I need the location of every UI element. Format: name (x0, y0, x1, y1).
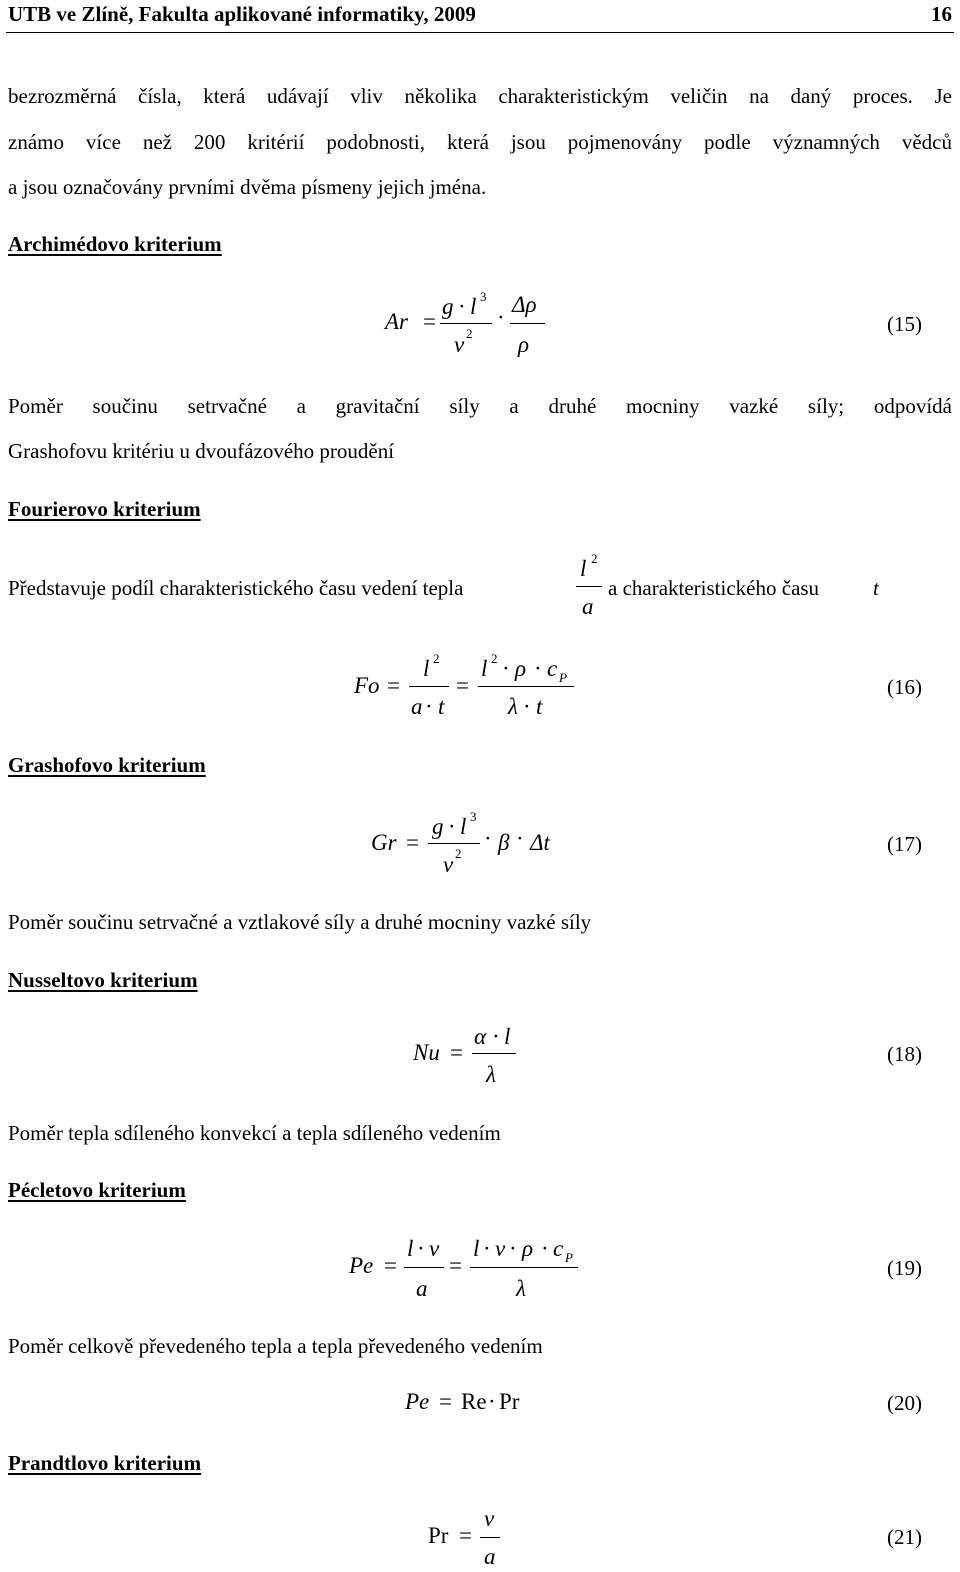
equation-number-15: (15) (887, 312, 922, 336)
heading-nusselt: Nusseltovo kriterium (8, 968, 198, 992)
math-c: c (547, 656, 558, 681)
fraction-bar (409, 686, 449, 687)
nusselt-desc: Poměr tepla sdíleného konvekcí a tepla sdíleného vedením (8, 1121, 501, 1145)
intro-line-3: a jsou označovány prvními dvěma písmeny jejich jména. (8, 175, 487, 199)
math-rho: ρ (515, 656, 527, 681)
math-fo: Fo (354, 673, 380, 698)
math-g: g (442, 294, 454, 319)
math-subscript-p: P (559, 670, 567, 685)
math-dot: · (502, 656, 510, 681)
equation-number-21: (21) (887, 1525, 922, 1549)
heading-archimedes: Archimédovo kriterium (8, 232, 222, 256)
archimedes-desc-line-1: Poměr součinu setrvačné a gravitační síly a druhé mocniny vazké síly; odpovídá (8, 394, 952, 418)
math-dot: · (484, 826, 492, 851)
math-lambda: λ (516, 1276, 526, 1301)
math-v: v (484, 1506, 495, 1531)
math-a: a (411, 694, 423, 719)
math-square: 2 (591, 551, 598, 566)
math-c: c (553, 1236, 564, 1261)
math-dot: · (523, 694, 531, 719)
fraction-bar (510, 323, 545, 324)
math-g: g (432, 814, 444, 839)
math-v: v (495, 1236, 506, 1261)
intro-line-1: bezrozměrná čísla, která udávají vliv několika charakteristickým veličin na daný proces. Je (8, 84, 952, 108)
math-rho: ρ (522, 1236, 534, 1261)
intro-line-2: známo více než 200 kritérií podobnosti, která jsou pojmenovány podle významných vědců (8, 130, 952, 154)
math-dot: · (483, 1236, 491, 1261)
math-dot: · (516, 826, 524, 851)
math-pe: Pe (349, 1253, 374, 1278)
fraction-bar (478, 686, 574, 687)
math-l: l (460, 814, 467, 839)
math-pr: Pr (428, 1523, 449, 1548)
math-l: l (470, 294, 477, 319)
equation-number-18: (18) (887, 1042, 922, 1066)
heading-prandtl: Prandtlovo kriterium (8, 1451, 202, 1475)
math-square: 2 (491, 651, 498, 666)
math-v: v (454, 332, 465, 357)
math-re: Re (461, 1389, 487, 1414)
math-square: 2 (466, 326, 473, 341)
math-ar: Ar (385, 309, 408, 334)
math-l: l (580, 556, 587, 581)
math-dot: · (425, 694, 433, 719)
math-delta-rho: Δρ (512, 292, 537, 317)
fraction-bar (404, 1267, 444, 1268)
page-number: 16 (931, 2, 952, 26)
math-dot: · (448, 814, 456, 839)
equation-number-19: (19) (887, 1256, 922, 1280)
heading-peclet: Pécletovo kriterium (8, 1178, 186, 1202)
fourier-desc-var: t (873, 576, 879, 600)
equation-number-16: (16) (887, 675, 922, 699)
math-cube: 3 (470, 809, 477, 824)
equation-number-20: (20) (887, 1391, 922, 1415)
math-l: l (473, 1236, 480, 1261)
math-l: l (504, 1024, 511, 1049)
fraction-bar (472, 1053, 516, 1054)
heading-grashof: Grashofovo kriterium (8, 753, 206, 777)
math-delta-t: Δt (530, 830, 550, 855)
math-l: l (407, 1236, 414, 1261)
math-dot: · (458, 294, 466, 319)
math-v: v (429, 1236, 440, 1261)
math-dot: · (509, 1236, 517, 1261)
math-equals: = (423, 309, 436, 334)
math-equals: = (449, 1253, 462, 1278)
math-l: l (423, 656, 430, 681)
math-l: l (481, 656, 488, 681)
math-equals: = (384, 1253, 397, 1278)
math-a: a (416, 1276, 428, 1301)
math-equals: = (459, 1523, 472, 1548)
math-dot: · (417, 1236, 425, 1261)
fourier-desc-before: Představuje podíl charakteristického času vedení tepla (8, 576, 464, 600)
math-gr: Gr (371, 830, 397, 855)
math-a: a (484, 1544, 496, 1569)
math-rho: ρ (518, 332, 530, 357)
math-pr: Pr (499, 1389, 520, 1414)
math-t: t (438, 694, 445, 719)
fraction-bar (428, 843, 480, 844)
fourier-desc-after: a charakteristického času (608, 576, 820, 600)
header-divider (6, 32, 954, 33)
math-equals: = (439, 1389, 452, 1414)
fraction-bar (480, 1537, 500, 1538)
math-lambda: λ (508, 694, 518, 719)
fraction-bar (470, 1267, 578, 1268)
grashof-desc: Poměr součinu setrvačné a vztlakové síly a druhé mocniny vazké síly (8, 910, 592, 934)
math-dot: · (492, 1024, 500, 1049)
math-alpha: α (474, 1024, 487, 1049)
math-equals: = (456, 673, 469, 698)
archimedes-desc-line-2: Grashofovu kritériu u dvoufázového proudění (8, 439, 395, 463)
math-pe: Pe (405, 1389, 430, 1414)
math-dot: · (541, 1236, 549, 1261)
math-t: t (536, 694, 543, 719)
math-square: 2 (455, 846, 462, 861)
math-lambda: λ (486, 1062, 496, 1087)
math-subscript-p: P (565, 1250, 573, 1265)
math-dot: · (497, 305, 505, 330)
math-equals: = (387, 673, 400, 698)
math-equals: = (450, 1040, 463, 1065)
equation-number-17: (17) (887, 832, 922, 856)
math-equals: = (406, 830, 419, 855)
heading-fourier: Fourierovo kriterium (8, 497, 201, 521)
math-v: v (443, 852, 454, 877)
math-dot: · (488, 1389, 496, 1414)
math-nu: Nu (413, 1040, 440, 1065)
running-header-title: UTB ve Zlíně, Fakulta aplikované informatiky, 2009 (8, 2, 476, 26)
math-square: 2 (433, 651, 440, 666)
peclet-desc: Poměr celkově převedeného tepla a tepla převedeného vedením (8, 1334, 543, 1358)
math-cube: 3 (480, 289, 487, 304)
math-dot: · (534, 656, 542, 681)
math-a: a (582, 594, 594, 619)
fraction-bar (440, 323, 492, 324)
math-beta: β (498, 830, 510, 855)
fraction-bar (576, 586, 602, 587)
